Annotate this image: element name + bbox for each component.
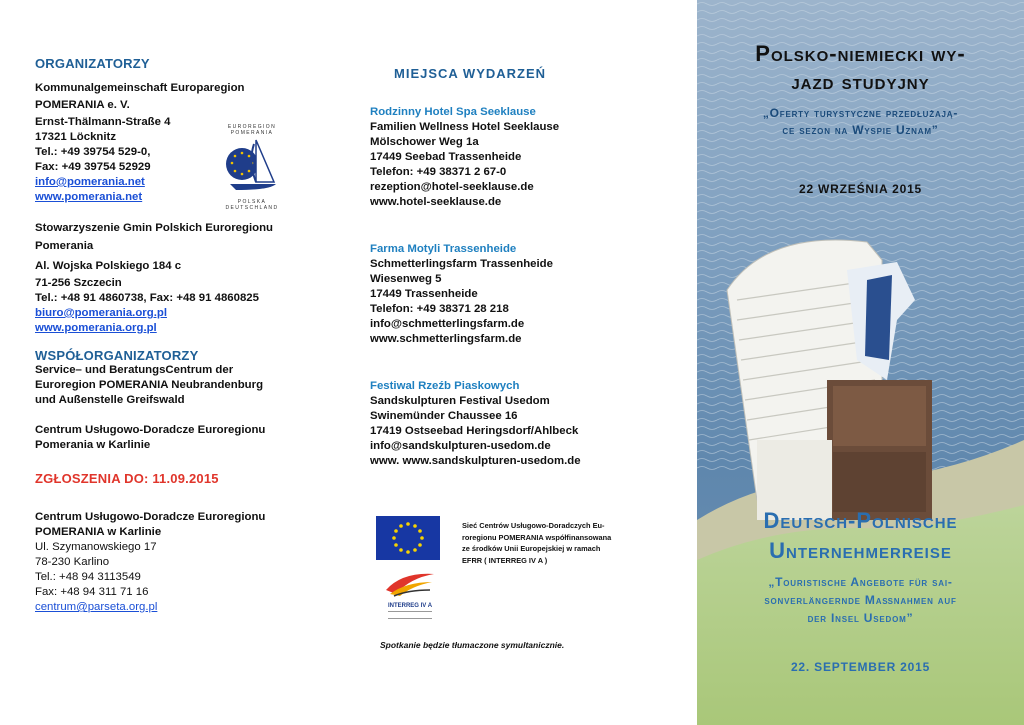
- cover-panel: [697, 0, 1024, 725]
- eu-flag: [376, 516, 446, 565]
- coorg1-line3: und Außenstelle Greifswald: [35, 394, 185, 406]
- venues-heading: MIEJSCA WYDARZEŃ: [394, 66, 547, 81]
- org2-email-link[interactable]: biuro@pomerania.org.pl: [35, 307, 167, 319]
- registration-heading: ZGŁOSZENIA DO: 11.09.2015: [35, 471, 219, 486]
- cover-subtitle-pl: [697, 105, 1024, 139]
- reg-line6: Fax: +48 94 311 71 16: [35, 586, 149, 598]
- euroregion-pomerania-logo: [220, 124, 284, 211]
- logo-top-text-2: POMERANIA: [230, 130, 274, 136]
- logo-bottom-text-2: DEUTSCHLAND: [225, 205, 279, 211]
- org2-line1: Stowarzyszenie Gmin Polskich Euroregionu: [35, 222, 273, 234]
- venue-1-line4: Telefon: +49 38371 2 67-0: [370, 166, 507, 178]
- org1-line1: Kommunalgemeinschaft Europaregion: [35, 82, 245, 94]
- reg-line2: POMERANIA w Karlinie: [35, 526, 162, 538]
- org2-line3: Al. Wojska Polskiego 184 c: [35, 260, 182, 272]
- cover-subtitle-pl-line2: ce sezon na Wyspie Uznam”: [782, 123, 939, 137]
- funding-line3: ze środków Unii Europejskiej w ramach: [462, 544, 601, 553]
- venue-1: [370, 105, 670, 210]
- venue-1-title: Rodzinny Hotel Spa Seeklause: [370, 106, 536, 118]
- interreg-fine-print: [388, 611, 432, 619]
- venue-1-line5: rezeption@hotel-seeklause.de: [370, 181, 534, 193]
- venue-3-line4: info@sandskulpturen-usedom.de: [370, 440, 551, 452]
- cover-date-pl: 22 WRZEŚNIA 2015: [798, 182, 923, 196]
- venue-3-title: Festiwal Rzeźb Piaskowych: [370, 380, 520, 392]
- venue-2-line6: www.schmetterlingsfarm.de: [370, 333, 522, 345]
- organizers-heading: ORGANIZATORZY: [35, 56, 150, 71]
- cover-subtitle-de-line3: der Insel Usedom”: [807, 611, 914, 625]
- venue-1-line6: www.hotel-seeklause.de: [370, 196, 502, 208]
- org2-line2: Pomerania: [35, 240, 94, 252]
- org1-line3: Ernst-Thälmann-Straße 4: [35, 116, 171, 128]
- cover-title-de: [697, 506, 1024, 566]
- venue-1-line1: Familien Wellness Hotel Seeklause: [370, 121, 560, 133]
- coorganizers: [35, 348, 335, 453]
- cover-title-pl-line2: jazd studyjny: [791, 69, 930, 94]
- middle-column: [370, 66, 670, 469]
- org1-line2: POMERANIA e. V.: [35, 99, 130, 111]
- coorg2-line2: Pomerania w Karlinie: [35, 439, 151, 451]
- logo-top-text-1: EUROREGION: [227, 124, 277, 130]
- cover-subtitle-de: [697, 573, 1024, 627]
- coorg1-line2: Euroregion POMERANIA Neubrandenburg: [35, 379, 264, 391]
- funding-text: [462, 520, 632, 566]
- organizer-1: [35, 81, 335, 205]
- interreg-logo: [382, 568, 438, 616]
- reg-line1: Centrum Usługowo-Doradcze Euroregionu: [35, 511, 266, 523]
- cover-title-pl: [697, 40, 1024, 96]
- funding-line1: Sieć Centrów Usługowo-Doradczych Eu-: [462, 521, 605, 530]
- cover-date-de: 22. SEPTEMBER 2015: [790, 660, 931, 674]
- org1-email-link[interactable]: info@pomerania.net: [35, 176, 145, 188]
- coorg2-line1: Centrum Usługowo-Doradcze Euroregionu: [35, 424, 266, 436]
- sailboat-icon: [220, 136, 284, 194]
- reg-line4: 78-230 Karlino: [35, 556, 110, 568]
- cover-subtitle-de-line2: sonverlängernde Maßnahmen auf: [764, 593, 957, 607]
- venue-2-line5: info@schmetterlingsfarm.de: [370, 318, 525, 330]
- venue-2-line3: 17449 Trassenheide: [370, 288, 478, 300]
- coorg1-line1: Service– und BeratungsCentrum der: [35, 364, 234, 376]
- org2-line4: 71-256 Szczecin: [35, 277, 122, 289]
- translation-note: Spotkanie będzie tłumaczone symultanicznie.: [380, 640, 565, 650]
- venue-1-line3: 17449 Seebad Trassenheide: [370, 151, 522, 163]
- venue-3: [370, 379, 670, 469]
- org1-line4: 17321 Löcknitz: [35, 131, 117, 143]
- cover-title-de-line1: Deutsch-Polnische: [763, 508, 958, 533]
- org2-line5: Tel.: +48 91 4860738, Fax: +48 91 4860825: [35, 292, 259, 304]
- venue-2-line1: Schmetterlingsfarm Trassenheide: [370, 258, 553, 270]
- interreg-swoosh-icon: [382, 568, 438, 598]
- cover-title-de-line2: Unternehmerreise: [769, 538, 952, 563]
- reg-line5: Tel.: +48 94 3113549: [35, 571, 141, 583]
- funding-line2: roregionu POMERANIA współfinansowana: [462, 532, 612, 542]
- cover-subtitle-pl-line1: „Oferty turystyczne przedłużają-: [762, 106, 959, 120]
- logo-bottom-text-1: POLSKA: [237, 199, 267, 205]
- venue-2-line2: Wiesenweg 5: [370, 273, 442, 285]
- venue-3-line3: 17419 Ostseebad Heringsdorf/Ahlbeck: [370, 425, 579, 437]
- venue-3-line2: Swinemünder Chaussee 16: [370, 410, 518, 422]
- funding-line4: EFRR ( INTERREG IV A ): [462, 555, 548, 565]
- venue-2-title: Farma Motyli Trassenheide: [370, 243, 517, 255]
- eu-flag-icon: [376, 516, 440, 560]
- org1-line5: Tel.: +49 39754 529-0,: [35, 146, 151, 158]
- venue-2-line4: Telefon: +49 38371 28 218: [370, 303, 509, 315]
- cover-title-pl-line1: Polsko-niemiecki wy-: [755, 41, 966, 66]
- org1-web-link[interactable]: www.pomerania.net: [35, 191, 143, 203]
- reg-email-link[interactable]: centrum@parseta.org.pl: [35, 601, 158, 613]
- interreg-label: INTERREG IV A: [387, 603, 433, 609]
- venue-1-line2: Mölschower Weg 1a: [370, 136, 479, 148]
- reg-line3: Ul. Szymanowskiego 17: [35, 541, 157, 553]
- coorganizers-heading: WSPÓŁORGANIZATORZY: [35, 348, 199, 363]
- venue-2: [370, 242, 670, 347]
- cover-subtitle-de-line1: „Touristische Angebote für sai-: [768, 575, 953, 589]
- left-column: [35, 56, 335, 615]
- registration-contact: [35, 510, 335, 615]
- organizer-2: [35, 221, 335, 336]
- org1-line6: Fax: +49 39754 52929: [35, 161, 151, 173]
- org2-web-link[interactable]: www.pomerania.org.pl: [35, 322, 157, 334]
- venue-3-line5: www. www.sandskulpturen-usedom.de: [370, 455, 581, 467]
- venue-3-line1: Sandskulpturen Festival Usedom: [370, 395, 550, 407]
